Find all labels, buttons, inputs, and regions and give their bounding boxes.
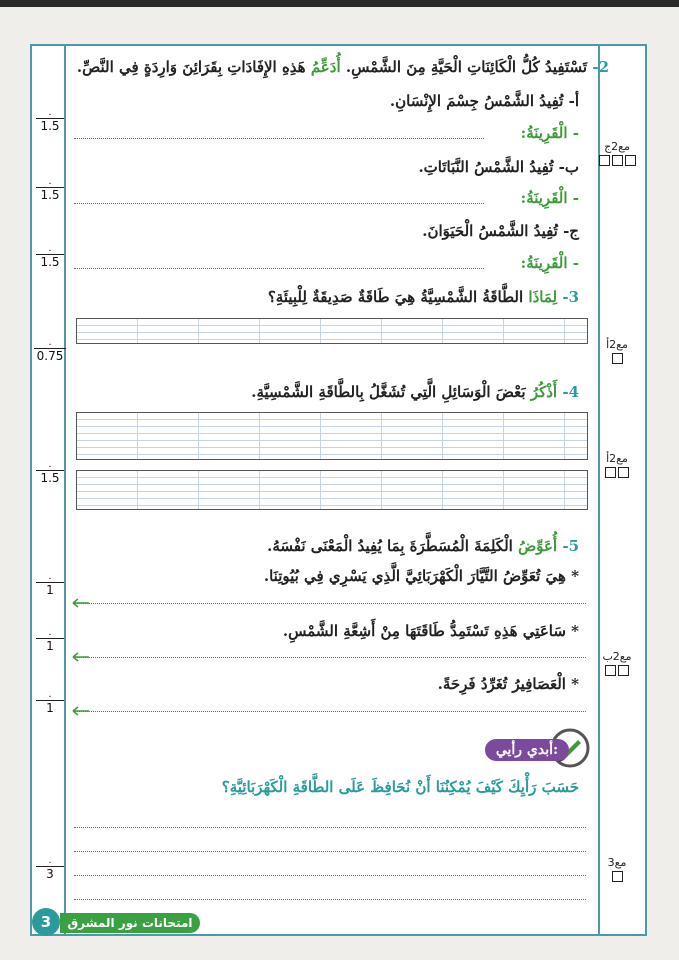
arrow-left-icon	[72, 598, 90, 608]
q2-evidence-b-line[interactable]	[74, 203, 484, 204]
q5-item-2: * سَاعَتِي هَذِهِ تَسْتَمِدُّ طَاقَتَهَا مِنْ أَشِعَّةِ الشَّمْسِ.	[282, 622, 579, 640]
top-edge	[0, 0, 679, 7]
page-number: 3	[32, 908, 60, 936]
q5-rest: الْكَلِمَةَ الْمُسَطَّرَةَ بِمَا يُفِيدُ الْمَعْنَى نَفْسَهُ.	[267, 537, 513, 555]
q4-answer-grid-1[interactable]	[76, 412, 588, 460]
q4-criterion-box[interactable]	[605, 467, 616, 478]
arrow-left-icon	[72, 706, 90, 716]
q2-item-b: ب- تُفِيدُ الشَّمْسُ النَّبَاتَاتِ.	[418, 158, 579, 176]
q2-evidence-a-label: - الْقَرِينَةُ:	[520, 124, 579, 142]
q4-answer-grid-2[interactable]	[76, 470, 588, 510]
q5-answer-line-3[interactable]	[74, 711, 586, 712]
q4-verb: أَذْكُرُ	[530, 383, 558, 401]
q4-rest: بَعْضَ الْوَسَائِلِ الَّتِي تُشَغَّلُ بِالطَّاقَةِ الشَّمْسِيَّةِ.	[251, 383, 526, 401]
q2-instruction	[77, 58, 609, 76]
q2-evidence-c-label: - الْقَرِينَةُ:	[520, 254, 579, 272]
q2-criterion	[595, 140, 639, 166]
opinion-answer-line-3[interactable]	[74, 875, 586, 876]
q2-stem: تَسْتَفِيدُ كُلُّ الْكَائِنَاتِ الْحَيَّةِ مِنَ الشَّمْسِ.	[345, 58, 588, 76]
q2-criterion-box[interactable]	[599, 155, 610, 166]
q5-criterion	[595, 650, 639, 676]
q2-evidence-c-line[interactable]	[74, 268, 484, 269]
q5-instruction	[267, 537, 579, 555]
opinion-answer-line-2[interactable]	[74, 851, 586, 852]
q5-mark-2: . 1	[36, 628, 64, 653]
q5-criterion-label: مع2ب	[602, 650, 632, 663]
q5-item-3: * الْعَصَافِيرُ تُغَرِّدُ فَرِحَةً.	[437, 675, 579, 693]
q3-criterion-label: مع2أ	[606, 338, 628, 351]
opinion-answer-line-4[interactable]	[74, 899, 586, 900]
q3-mark: . 0.75	[34, 338, 66, 363]
q2-mark-c: . 1.5	[36, 244, 64, 269]
q2-number: 2-	[592, 58, 609, 76]
opinion-criterion-label: مع3	[607, 856, 627, 869]
q3-number: 3-	[562, 288, 579, 306]
q2-rest: هَذِهِ الإِفَادَاتِ بِقَرَائِنَ وَارِدَةٍ فِي النَّصِّ.	[76, 58, 306, 76]
opinion-criterion-box[interactable]	[612, 871, 623, 882]
q3-instruction	[268, 288, 579, 306]
q2-criterion-box[interactable]	[625, 155, 636, 166]
q4-criterion-box[interactable]	[618, 467, 629, 478]
arrow-left-icon	[72, 652, 90, 662]
q3-criterion	[595, 338, 639, 364]
q2-mark-b: . 1.5	[36, 177, 64, 202]
opinion-label: أبدي رأيي:	[485, 739, 569, 761]
q4-criterion	[595, 452, 639, 478]
opinion-criterion	[595, 856, 639, 882]
q5-mark-3: . 1	[36, 690, 64, 715]
left-margin-line	[64, 44, 66, 936]
q2-criterion-box[interactable]	[612, 155, 623, 166]
opinion-question: حَسَبَ رَأْيِكَ كَيْفَ يُمْكِنُنَا أَنْ نُحَافِظَ عَلَى الطَّاقَةِ الْكَهْرَبَائِيَّةِ؟	[221, 778, 579, 796]
q3-verb: لِمَاذَا	[528, 288, 558, 306]
q3-criterion-box[interactable]	[612, 353, 623, 364]
q5-mark-1: . 1	[36, 572, 64, 597]
q4-instruction	[251, 383, 579, 401]
q2-verb: أُدَعِّمُ	[310, 58, 341, 76]
q4-number: 4-	[562, 383, 579, 401]
q2-item-c: ج- تُفِيدُ الشَّمْسُ الْحَيَوَانَ.	[422, 222, 579, 240]
q5-answer-line-2[interactable]	[74, 657, 586, 658]
q5-number: 5-	[562, 537, 579, 555]
q2-evidence-a-line[interactable]	[74, 138, 484, 139]
q3-rest: الطَّاقَةُ الشَّمْسِيَّةُ هِيَ طَاقَةٌ صَدِيقَةٌ لِلْبِيئَةِ؟	[267, 288, 524, 306]
q5-criterion-box[interactable]	[618, 665, 629, 676]
q5-item-1: * هِيَ تُعَوِّضُ التَّيَّارَ الْكَهْرَبَائِيَّ الَّذِي يَسْرِي فِي بُيُوتِنَا.	[263, 567, 579, 585]
opinion-mark: . 3	[36, 856, 64, 881]
q3-answer-grid[interactable]	[76, 318, 588, 344]
q4-criterion-label: مع2أ	[606, 452, 628, 465]
right-margin-line	[598, 44, 600, 936]
q5-criterion-box[interactable]	[605, 665, 616, 676]
q2-criterion-label: مع2ج	[604, 140, 630, 153]
q5-answer-line-1[interactable]	[74, 603, 586, 604]
q2-item-a: أ- تُفِيدُ الشَّمْسُ جِسْمَ الإِنْسَانِ.	[389, 92, 579, 110]
q2-mark-a: . 1.5	[36, 108, 64, 133]
q2-evidence-b-label: - الْقَرِينَةُ:	[520, 189, 579, 207]
opinion-answer-line-1[interactable]	[74, 827, 586, 828]
q5-verb: أُعَوِّضُ	[518, 537, 558, 555]
footer-brand: امتحانات نور المشرق	[60, 913, 200, 933]
q4-mark: . 1.5	[36, 460, 64, 485]
